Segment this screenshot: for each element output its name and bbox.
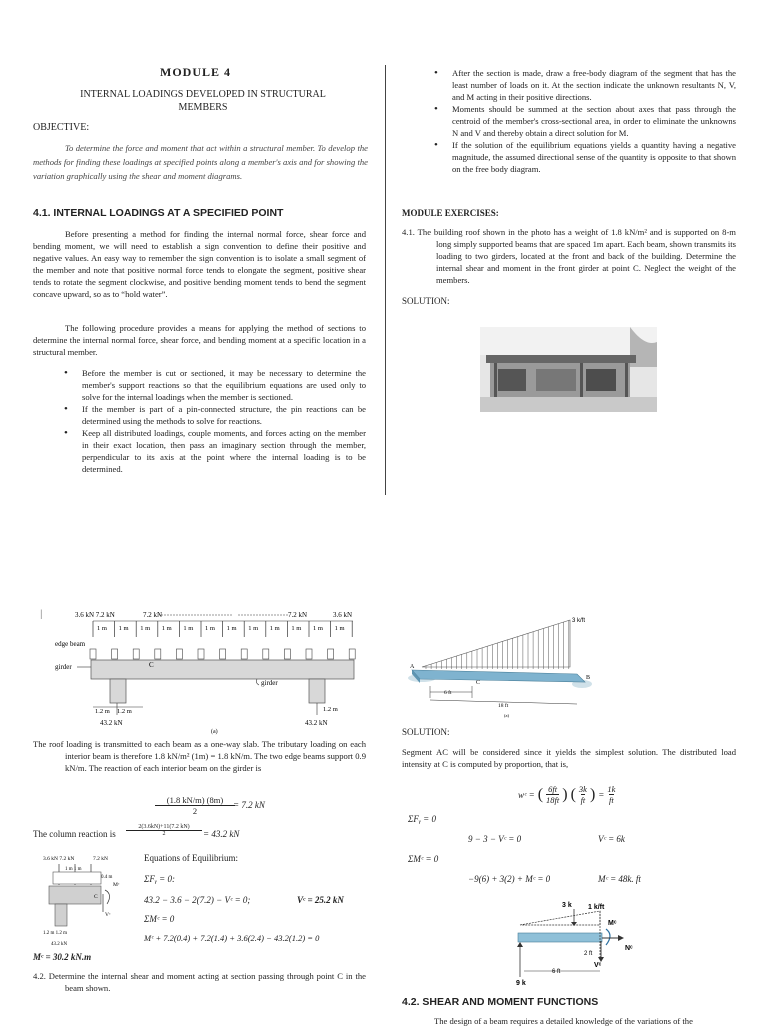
exercises-title: MODULE EXERCISES: xyxy=(402,208,499,218)
fraction-denominator: ft xyxy=(580,795,586,805)
wc-lhs: wᶜ = xyxy=(518,789,535,800)
figure-caption: (a) xyxy=(504,713,509,718)
building-photo xyxy=(480,327,657,412)
solution-41-text: The roof loading is transmitted to each beam as a one-way slab. The tributary loading on each interior beam is therefore 1.8 kN/m² (1m) = 1.8 kN/m. The two edge beams support 0.9 kN/m. The reaction of each interior beam on the girder is xyxy=(33,739,366,773)
beam-stub xyxy=(284,649,290,659)
section-42-title: 4.2. SHEAR AND MOMENT FUNCTIONS xyxy=(402,996,599,1008)
fbd-intensity: 1 k/ft xyxy=(588,904,605,911)
spacing-label: 1 m xyxy=(118,625,129,632)
sum-mc: ΣMᶜ = 0 xyxy=(408,854,439,864)
point-c: C xyxy=(476,680,481,686)
sum-mc: ΣMᶜ = 0 xyxy=(144,914,175,924)
load-label: 3.6 kN xyxy=(333,611,353,619)
fbd-normal: Nᶜ xyxy=(625,945,633,952)
spacing-label: 1 m xyxy=(291,625,302,632)
beam-stub xyxy=(306,649,312,659)
section-42-text: The design of a beam requires a detailed knowledge of the variations of the xyxy=(434,1016,693,1026)
beam-stub xyxy=(349,649,355,659)
beam-reaction-result: = 7.2 kN xyxy=(233,800,265,810)
spacing-label: 1 m xyxy=(140,625,151,632)
beam-stub xyxy=(328,649,334,659)
fbd-load-label: 7.2 kN xyxy=(93,856,108,862)
load-intensity-label: 3 k/ft xyxy=(572,618,586,624)
girder-label: girder xyxy=(55,663,72,671)
procedure-list xyxy=(82,367,366,475)
beam-reaction-fraction xyxy=(155,795,235,816)
fbd-reaction: 9 k xyxy=(516,980,526,987)
beam-stub xyxy=(198,649,204,659)
fbd-moment: Mᶜ xyxy=(113,882,120,888)
load-label: 7.2 kN xyxy=(288,611,308,619)
shear-result: Vᶜ = 25.2 kN xyxy=(297,895,344,905)
procedure-item: • Before the member is cut or sectioned, it may be necessary to determine the member's support reactions so that the equilibrium equations are used only to solve for the internal loadings when the member is sectioned. xyxy=(82,367,366,403)
fraction-numerator: 3k xyxy=(578,784,587,794)
load-label: 3.6 kN 7.2 kN xyxy=(75,611,115,619)
fraction-numerator: 1k xyxy=(607,784,616,794)
column-reaction-text: The column reaction is xyxy=(33,829,116,839)
beam-stub xyxy=(90,649,96,659)
fraction-numerator: 6ft xyxy=(548,784,558,794)
equilibrium-title: Equations of Equilibrium: xyxy=(144,853,238,863)
fbd-moment: Mᶜ xyxy=(608,920,617,927)
procedure-item: • Keep all distributed loadings, couple moments, and forces acting on the member in their exact location, then pass an imaginary section through the member, perpendicular to its axis at the point where the internal loading is to be determined. xyxy=(82,427,366,475)
load-intensity-equation: wᶜ = ( $\frac{6ft}{18ft}$ ) ( $\frac{3k}{ft}$ ) = $\frac{1k}{ft}$ xyxy=(518,784,616,805)
point-a: A xyxy=(410,664,415,670)
section-41-title: 4.1. INTERNAL LOADINGS AT A SPECIFIED POINT xyxy=(33,207,284,219)
exercise-4-2-text: 4.2. Determine the internal shear and moment acting at section passing through point C in the beam shown. xyxy=(33,971,366,993)
solution-42-label: SOLUTION: xyxy=(402,727,450,737)
dimension-label: 1.2 m xyxy=(323,706,338,713)
free-body-diagram-41 xyxy=(33,850,138,950)
load-label: 7.2 kN xyxy=(143,611,163,619)
point-c-label: C xyxy=(149,661,154,669)
fraction-numerator: (1.8 kN/m) (8m) xyxy=(166,795,224,805)
fraction-denominator: 2 xyxy=(155,805,235,816)
beam-stub xyxy=(220,649,226,659)
sum-mc-equation: −9(6) + 3(2) + Mᶜ = 0 xyxy=(468,874,551,884)
module-title: MODULE 4 xyxy=(160,65,231,79)
figure-triangular-load-beam xyxy=(402,612,602,722)
fbd-load-label: 3.6 kN 7.2 kN xyxy=(43,856,75,862)
procedure-item: • If the solution of the equilibrium equations yields a quantity having a negative magnitude, the assumed directional sense of the quantity is opposite to that shown on the free body diagram. xyxy=(452,139,736,175)
beam-stub xyxy=(133,649,139,659)
beam-stub xyxy=(155,649,161,659)
module-heading: INTERNAL LOADINGS DEVELOPED IN STRUCTURAL MEMBERS xyxy=(80,89,326,113)
fraction-denominator: 2 xyxy=(126,830,202,837)
spacing-label: 1 m xyxy=(269,625,280,632)
procedure-item: • After the section is made, draw a free-body diagram of the segment that has the least number of loads on it. At the section indicate the unknown resultants N, V, and M acting in their positive directions. xyxy=(452,67,736,103)
point-b: B xyxy=(586,675,591,681)
moment-result: Mᶜ = 30.2 kN.m xyxy=(33,952,92,962)
fbd-reaction: 43.2 kN xyxy=(51,942,68,947)
fbd-shear: Vᶜ xyxy=(105,912,111,918)
fbd-resultant: 3 k xyxy=(562,902,572,909)
spacing-label: 1 m xyxy=(226,625,237,632)
sum-mc-equation: Mᶜ + 7.2(0.4) + 7.2(1.4) + 3.6(2.4) − 43.2(1.2) = 0 xyxy=(144,933,320,943)
shear-result: Vᶜ = 6k xyxy=(598,834,625,844)
beam-stub xyxy=(176,649,182,659)
spacing-label: 1 m xyxy=(334,625,345,632)
spacing-label: 1 m xyxy=(313,625,323,632)
figure-roof-girder xyxy=(33,605,368,735)
figure-caption: (a) xyxy=(211,729,218,735)
sum-fy-equation: 9 − 3 − Vᶜ = 0 xyxy=(468,834,522,844)
spacing-label: 1 m xyxy=(205,625,215,632)
reaction-label: 43.2 kN xyxy=(305,719,328,727)
sum-fy: ΣFᵧ = 0: xyxy=(144,874,175,884)
dimension-label: 1.2 m xyxy=(95,708,110,715)
objective-label: OBJECTIVE: xyxy=(33,122,90,133)
procedure-item: • If the member is part of a pin-connected structure, the pin reactions can be determined using the methods to solve for reactions. xyxy=(82,403,366,427)
procedure-list-cont xyxy=(452,67,736,175)
spacing-label: 1 m xyxy=(248,625,259,632)
dimension-6ft: 6 ft xyxy=(444,690,452,696)
fbd-dim: 0.4 m xyxy=(101,875,113,880)
dimension-18ft: 18 ft xyxy=(498,703,509,709)
free-body-diagram-42 xyxy=(510,895,660,987)
paragraph-sign-convention: Before presenting a method for finding the internal normal force, shear force and bending moment, we will need to establish a sign convention to define their positive and negative values. An easy way to remember the sign convention is to isolate a small segment of the member and note that positive normal force tends to elongate the segment, positive shear tends to rotate the segment clockwise, and positive bending moment tends to bend the segment concave upward, so as to “hold water”. xyxy=(33,229,366,299)
column-reaction-result: = 43.2 kN xyxy=(203,829,240,839)
fraction-numerator: 2(3.6kN)+11(7.2 kN) xyxy=(138,824,190,830)
fraction-denominator: ft xyxy=(609,795,614,805)
sum-fy-equation: 43.2 − 3.6 − 2(7.2) − Vᶜ = 0; xyxy=(144,895,251,905)
spacing-label: 1 m xyxy=(97,625,107,632)
procedure-item: • Moments should be summed at the section about axes that pass through the centroid of the member's cross-sectional area, in order to eliminate the unknowns N and V and thereby obtain a direct solution for M. xyxy=(452,103,736,139)
beam-stub xyxy=(263,649,269,659)
girder-bottom-label: girder xyxy=(261,679,278,687)
column-reaction-fraction xyxy=(126,824,202,837)
spacing-label: 1 m xyxy=(161,625,172,632)
paragraph-procedure: The following procedure provides a means for applying the method of sections to determine the internal normal force, shear force, and bending moment at a specific location in a structural member. xyxy=(33,323,366,357)
fbd-dim: 1.2 m 1.2 m xyxy=(43,931,68,936)
fbd-shear: Vᶜ xyxy=(594,962,602,969)
beam-stub xyxy=(241,649,247,659)
edge-beam-label: edge beam xyxy=(55,640,86,648)
solution-label: SOLUTION: xyxy=(402,296,450,306)
beam-stub xyxy=(112,649,118,659)
objective-text: To determine the force and moment that act within a structural member. To develop the methods for finding these loadings at specified points along a member's axis and for showing the variation graphically using the shear and moment diagrams. xyxy=(33,143,368,181)
sum-fy: ΣFᵧ = 0 xyxy=(408,814,436,824)
svg-text:|: | xyxy=(40,609,43,620)
column-divider xyxy=(385,65,386,495)
exercise-4-1-text: 4.1. The building roof shown in the photo has a weight of 1.8 kN/m² and is supported on 8-m long simply supported beams that are spaced 1m apart. Each beam, shown transmits its loading to two girders, located at the front and back of the building. Determine the internal shear and moment in the front girder at point C. Neglect the weight of the members. xyxy=(402,227,736,285)
reaction-label: 43.2 kN xyxy=(100,719,123,727)
dimension-label: 1.2 m xyxy=(117,708,132,715)
spacing-label: 1 m xyxy=(183,625,194,632)
fbd-dim: 6 ft xyxy=(552,969,561,975)
fbd-point-c: C xyxy=(94,894,98,900)
fbd-spacing: 1 m 1 m xyxy=(65,867,82,872)
fbd-dim: 2 ft xyxy=(584,951,593,957)
fraction-denominator: 18ft xyxy=(546,795,560,805)
solution-42-text: Segment AC will be considered since it yields the simplest solution. The distributed load intensity at C is computed by proportion, that is, xyxy=(402,747,736,769)
moment-result: Mᶜ = 48k. ft xyxy=(598,874,641,884)
